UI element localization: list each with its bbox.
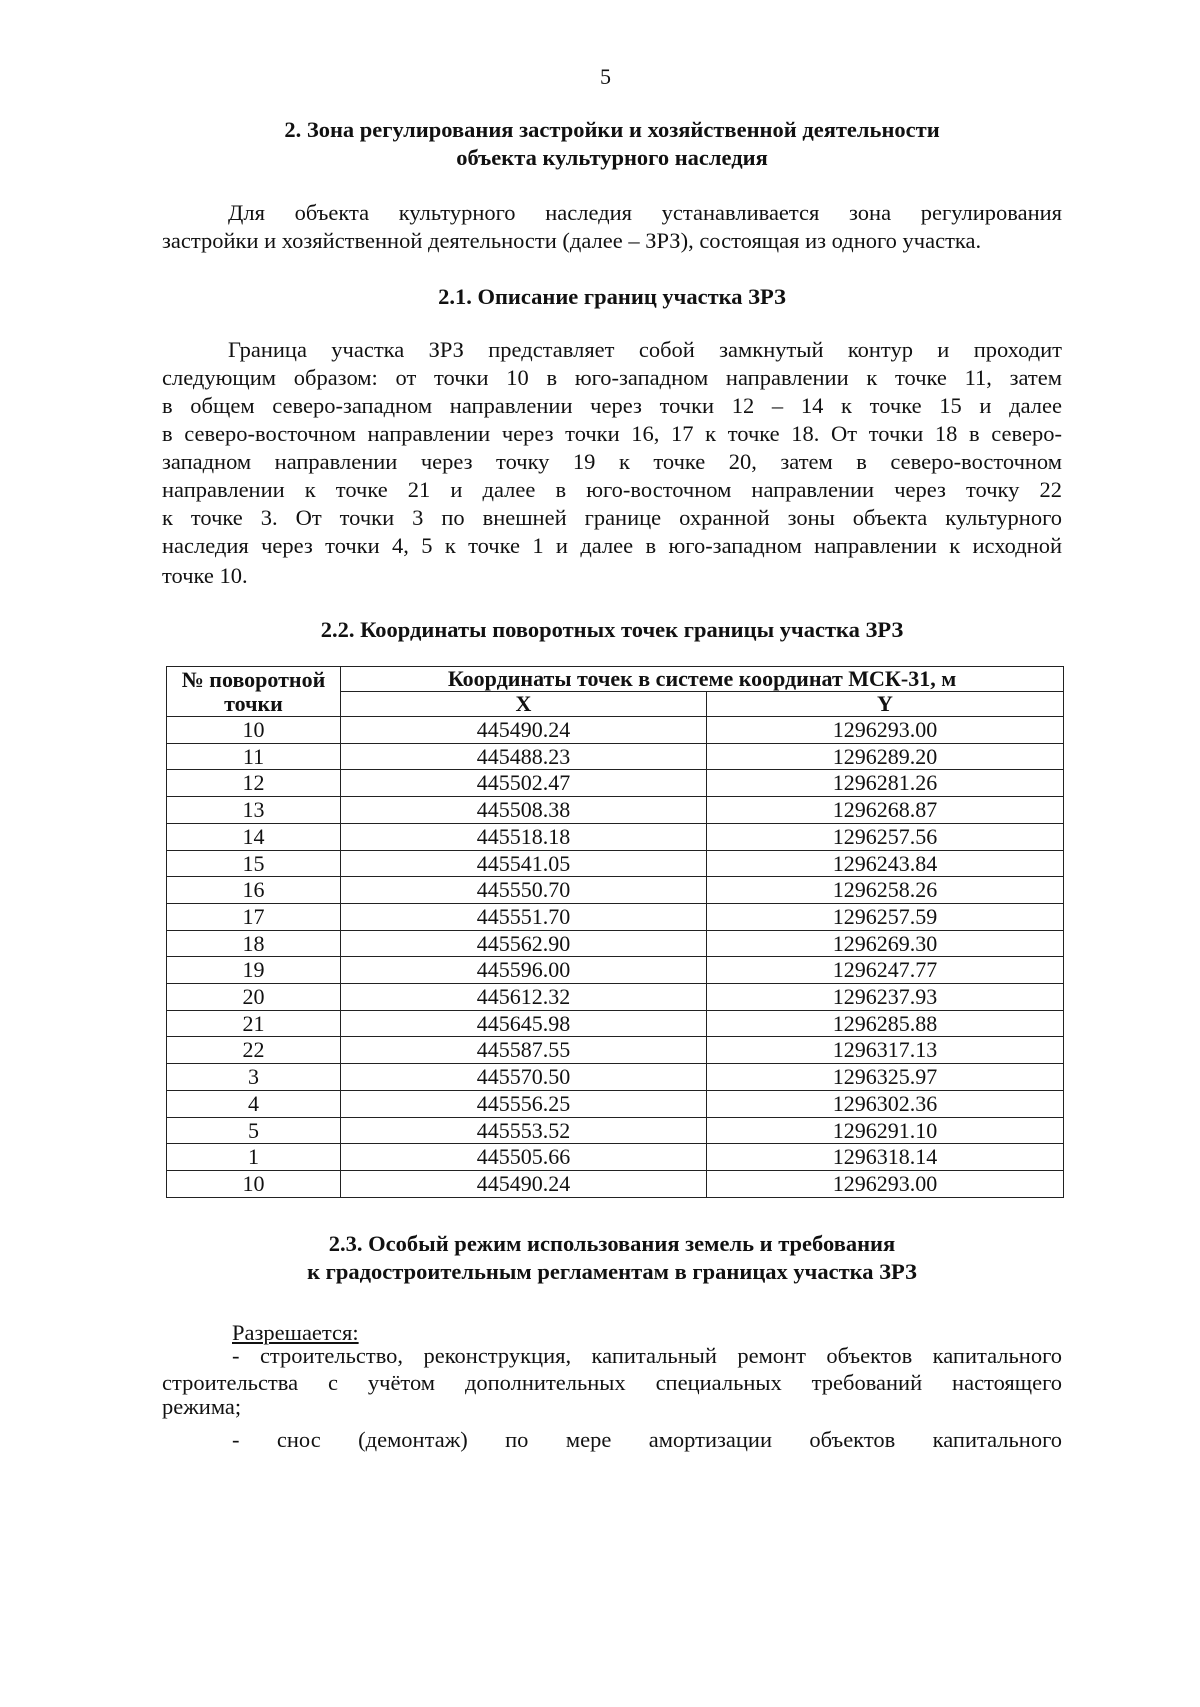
table-row [167, 877, 1064, 904]
cell-y: 1296293.00 [707, 1170, 1064, 1197]
table-row [167, 1037, 1064, 1064]
table-row [167, 770, 1064, 797]
section-2-1-title: 2.1. Описание границ участка ЗРЗ [438, 284, 786, 309]
intro-line: застройки и хозяйственной деятельности (далее – ЗРЗ), состоящая из одного участка. [162, 228, 982, 253]
header-point-number: № поворотной точки [167, 667, 341, 717]
table-row [167, 743, 1064, 770]
table-row [167, 1144, 1064, 1171]
allowed-item-line: - снос (демонтаж) по мере амортизации объектов капитального [232, 1427, 1062, 1452]
cell-y: 1296269.30 [707, 930, 1064, 957]
table-row [167, 1170, 1064, 1197]
allowed-item-line: - строительство, реконструкция, капитальный ремонт объектов капитального [232, 1343, 1062, 1368]
cell-point: 18 [167, 930, 341, 957]
cell-x: 445570.50 [341, 1064, 707, 1091]
cell-point: 21 [167, 1010, 341, 1037]
boundary-text-line: западном направлении через точку 19 к точке 20, затем в северо-восточном [162, 449, 1062, 474]
cell-point: 12 [167, 770, 341, 797]
cell-point: 14 [167, 823, 341, 850]
cell-y: 1296257.56 [707, 823, 1064, 850]
cell-point: 5 [167, 1117, 341, 1144]
cell-x: 445645.98 [341, 1010, 707, 1037]
cell-y: 1296293.00 [707, 717, 1064, 744]
cell-x: 445505.66 [341, 1144, 707, 1171]
table-row [167, 823, 1064, 850]
cell-y: 1296257.59 [707, 903, 1064, 930]
cell-point: 4 [167, 1090, 341, 1117]
allowed-item-line: строительства с учётом дополнительных специальных требований настоящего [162, 1370, 1062, 1395]
boundary-text-line: направлении к точке 21 и далее в юго-восточном направлении через точку 22 [162, 477, 1062, 502]
allowed-label-text: Разрешается: [232, 1320, 359, 1345]
table-row [167, 957, 1064, 984]
table-row [167, 797, 1064, 824]
cell-point: 19 [167, 957, 341, 984]
cell-y: 1296243.84 [707, 850, 1064, 877]
cell-x: 445508.38 [341, 797, 707, 824]
cell-point: 13 [167, 797, 341, 824]
cell-point: 16 [167, 877, 341, 904]
cell-y: 1296318.14 [707, 1144, 1064, 1171]
table-row [167, 1090, 1064, 1117]
section-2-2-title: 2.2. Координаты поворотных точек границы участка ЗРЗ [320, 617, 904, 642]
boundary-text-line: в северо-восточном направлении через точки 16, 17 к точке 18. От точки 18 в северо- [162, 421, 1062, 446]
section-2-3-title-line-2: к градостроительным регламентам в границах участка ЗРЗ [307, 1259, 917, 1284]
cell-x: 445490.24 [341, 1170, 707, 1197]
intro-line: Для объекта культурного наследия устанавливается зона регулирования [228, 200, 1062, 225]
table-row [167, 1117, 1064, 1144]
boundary-text-line: Граница участка ЗРЗ представляет собой замкнутый контур и проходит [228, 337, 1062, 362]
cell-x: 445551.70 [341, 903, 707, 930]
cell-point: 17 [167, 903, 341, 930]
cell-y: 1296285.88 [707, 1010, 1064, 1037]
cell-point: 1 [167, 1144, 341, 1171]
table-row [167, 930, 1064, 957]
section-2-title-line-2: объекта культурного наследия [456, 145, 768, 170]
cell-x: 445488.23 [341, 743, 707, 770]
boundary-text-line: к точке 3. От точки 3 по внешней границе охранной зоны объекта культурного [162, 505, 1062, 530]
cell-y: 1296281.26 [707, 770, 1064, 797]
cell-point: 10 [167, 717, 341, 744]
header-x: X [341, 692, 707, 717]
section-2-title-line-1: 2. Зона регулирования застройки и хозяйственной деятельности [284, 117, 940, 142]
cell-x: 445502.47 [341, 770, 707, 797]
cell-y: 1296302.36 [707, 1090, 1064, 1117]
cell-x: 445541.05 [341, 850, 707, 877]
cell-x: 445550.70 [341, 877, 707, 904]
cell-x: 445518.18 [341, 823, 707, 850]
cell-y: 1296237.93 [707, 984, 1064, 1011]
table-row [167, 984, 1064, 1011]
boundary-text-line: наследия через точки 4, 5 к точке 1 и далее в юго-западном направлении к исходной [162, 533, 1062, 558]
section-2-3-title-line-1: 2.3. Особый режим использования земель и требования [328, 1231, 896, 1256]
cell-x: 445596.00 [341, 957, 707, 984]
cell-x: 445587.55 [341, 1037, 707, 1064]
cell-x: 445553.52 [341, 1117, 707, 1144]
table-row [167, 1010, 1064, 1037]
table-row [167, 1064, 1064, 1091]
cell-x: 445490.24 [341, 717, 707, 744]
cell-x: 445562.90 [341, 930, 707, 957]
table-row [167, 903, 1064, 930]
boundary-text-line: точке 10. [162, 563, 248, 588]
cell-point: 10 [167, 1170, 341, 1197]
cell-point: 15 [167, 850, 341, 877]
cell-y: 1296268.87 [707, 797, 1064, 824]
page-number: 5 [600, 64, 611, 89]
cell-y: 1296291.10 [707, 1117, 1064, 1144]
cell-x: 445556.25 [341, 1090, 707, 1117]
cell-y: 1296325.97 [707, 1064, 1064, 1091]
coordinates-table [166, 666, 1064, 1198]
cell-y: 1296289.20 [707, 743, 1064, 770]
cell-point: 3 [167, 1064, 341, 1091]
cell-y: 1296247.77 [707, 957, 1064, 984]
boundary-text-line: в общем северо-западном направлении через точки 12 – 14 к точке 15 и далее [162, 393, 1062, 418]
table-row [167, 717, 1064, 744]
boundary-text-line: следующим образом: от точки 10 в юго-западном направлении к точке 11, затем [162, 365, 1062, 390]
cell-y: 1296258.26 [707, 877, 1064, 904]
header-y: Y [707, 692, 1064, 717]
cell-point: 22 [167, 1037, 341, 1064]
cell-x: 445612.32 [341, 984, 707, 1011]
allowed-item-line: режима; [162, 1394, 242, 1419]
table-row [167, 850, 1064, 877]
cell-y: 1296317.13 [707, 1037, 1064, 1064]
cell-point: 20 [167, 984, 341, 1011]
cell-point: 11 [167, 743, 341, 770]
header-coordinates: Координаты точек в системе координат МСК-31, м [341, 667, 1064, 692]
